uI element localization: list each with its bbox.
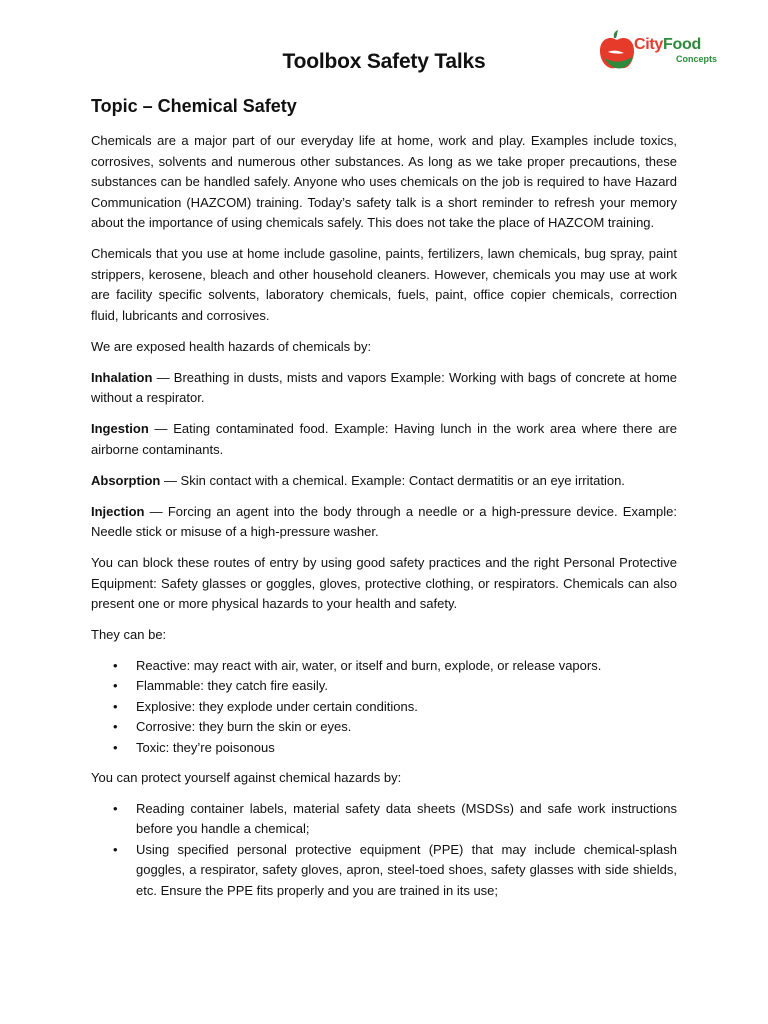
- list-item: • Reading container labels, material safety data sheets (MSDSs) and safe work instructions before you handle a chemical;: [91, 799, 677, 840]
- protection-list: [91, 799, 677, 902]
- paragraph-exposure-intro: We are exposed health hazards of chemicals by:: [91, 338, 372, 354]
- topic-heading: Topic – Chemical Safety: [91, 96, 297, 116]
- route-description: — Forcing an agent into the body through a needle or a high-pressure device. Example: Needle stick or misuse of a high-pressure washer.: [91, 503, 677, 539]
- route-description: — Breathing in dusts, mists and vapors Example: Working with bags of concrete at home without a respirator.: [91, 369, 677, 405]
- route-absorption: [91, 471, 677, 492]
- document-title: Toolbox Safety Talks: [282, 50, 486, 73]
- list-item: • Reactive: may react with air, water, or itself and burn, explode, or release vapors.: [91, 656, 677, 677]
- route-description: — Skin contact with a chemical. Example: Contact dermatitis or an eye irritation.: [160, 472, 625, 488]
- route-ingestion: [91, 419, 677, 460]
- hazard-list: [91, 656, 677, 759]
- route-injection: [91, 502, 677, 543]
- paragraph-protect-intro: You can protect yourself against chemical hazards by:: [91, 770, 402, 785]
- route-term: Injection: [91, 503, 145, 519]
- paragraph-home-chemicals: Chemicals that you use at home include gasoline, paints, fertilizers, lawn chemicals, bug spray, paint strippers, kerosene, bleach and other household cleaners. However, chemicals you may use at work are facility specific solvents, laboratory chemicals, fuels, paint, office copier chemicals, correction fluid, lubricants and corrosives.: [91, 246, 677, 323]
- route-term: Absorption: [91, 472, 161, 488]
- list-item: • Toxic: they’re poisonous: [91, 738, 677, 759]
- paragraph-intro: Chemicals are a major part of our everyday life at home, work and play. Examples include toxics, corrosives, solvents and numerous other substances. As long as we take proper precautions, these substances can be handled safely. Anyone who uses chemicals on the job is required to have Hazard Communication (HAZCOM) training. Today’s safety talk is a short reminder to refresh your memory about the importance of using chemicals safely. This does not take the place of HAZCOM training.: [91, 133, 677, 230]
- document-body: [91, 131, 677, 911]
- list-item: • Explosive: they explode under certain conditions.: [91, 697, 677, 718]
- list-item: • Using specified personal protective equipment (PPE) that may include chemical-splash goggles, a respirator, safety gloves, apron, steel-toed shoes, safety glasses with side shields, etc. Ensure the PPE fits properly and you are trained in its use;: [91, 840, 677, 902]
- logo-name-city: City: [634, 36, 664, 53]
- paragraph-block-routes: You can block these routes of entry by using good safety practices and the right Personal Protective Equipment: Safety glasses or goggles, gloves, protective clothing, or respirators. Chemicals can also present one or more physical hazards to your health and safety.: [91, 555, 677, 611]
- route-term: Inhalation: [91, 369, 153, 385]
- list-item: • Corrosive: they burn the skin or eyes.: [91, 717, 677, 738]
- route-inhalation: [91, 368, 677, 409]
- logo-name-food: Food: [663, 36, 701, 53]
- route-term: Ingestion: [91, 421, 149, 436]
- list-item: • Flammable: they catch fire easily.: [91, 676, 677, 697]
- route-description: — Eating contaminated food. Example: Having lunch in the work area where there are airborne contaminants.: [91, 421, 677, 457]
- paragraph-they-can-be: They can be:: [91, 627, 167, 642]
- logo-tagline: Concepts: [676, 54, 718, 64]
